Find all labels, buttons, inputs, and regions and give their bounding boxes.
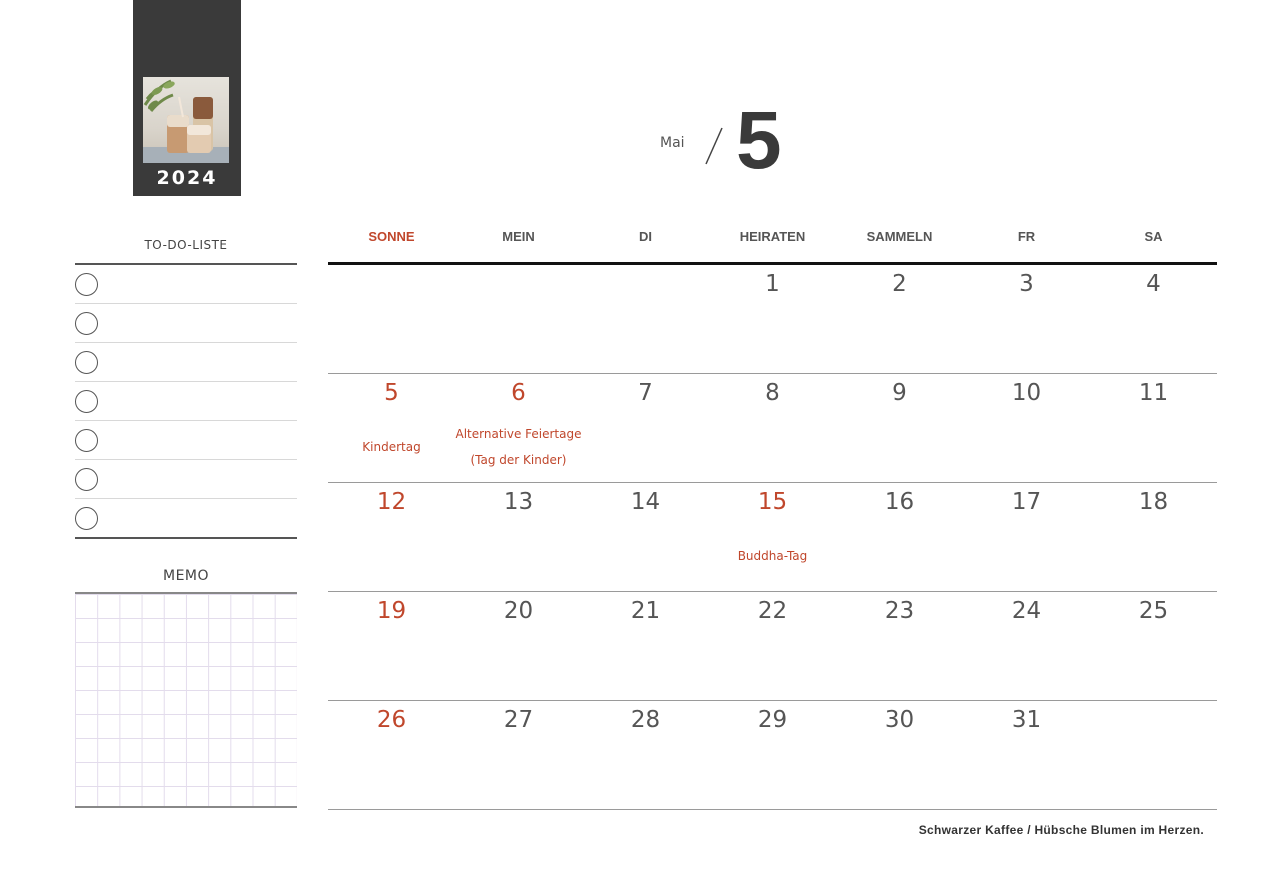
footer-caption: Schwarzer Kaffee / Hübsche Blumen im Herzen. xyxy=(918,823,1204,837)
day-cell[interactable] xyxy=(709,701,836,809)
day-number: 23 xyxy=(884,598,915,624)
empty-day-cell xyxy=(1090,701,1217,809)
day-number: 28 xyxy=(630,707,661,733)
todo-title: TO-DO-LISTE xyxy=(144,238,228,252)
checkbox-circle-icon[interactable] xyxy=(75,468,98,491)
day-number: 16 xyxy=(884,489,915,515)
weekday-header xyxy=(328,220,1217,265)
month-number: 5 xyxy=(736,95,782,186)
day-cell[interactable] xyxy=(836,592,963,700)
day-cell[interactable] xyxy=(1090,592,1217,700)
month-name: Mai xyxy=(660,135,685,151)
day-cell[interactable] xyxy=(836,265,963,373)
weekday-label: MEIN xyxy=(502,229,535,244)
checkbox-circle-icon[interactable] xyxy=(75,507,98,530)
day-cell[interactable] xyxy=(963,701,1090,809)
weekday-label: HEIRATEN xyxy=(739,229,806,244)
day-number: 11 xyxy=(1138,380,1169,406)
checkbox-circle-icon[interactable] xyxy=(75,390,98,413)
todo-list xyxy=(75,263,297,539)
empty-day-cell xyxy=(582,265,709,373)
day-cell[interactable] xyxy=(455,483,582,591)
day-number: 18 xyxy=(1138,489,1169,515)
day-number: 25 xyxy=(1138,598,1169,624)
todo-row[interactable] xyxy=(75,343,297,382)
day-number: 3 xyxy=(1019,271,1034,297)
todo-row[interactable] xyxy=(75,499,297,539)
todo-row[interactable] xyxy=(75,265,297,304)
day-number: 15 xyxy=(757,489,788,515)
day-number: 13 xyxy=(503,489,534,515)
todo-row[interactable] xyxy=(75,460,297,499)
holiday-label: Alternative Feiertage xyxy=(455,427,582,441)
day-cell[interactable] xyxy=(455,701,582,809)
day-number: 8 xyxy=(765,380,780,406)
day-number: 31 xyxy=(1011,707,1042,733)
day-number: 17 xyxy=(1011,489,1042,515)
todo-row[interactable] xyxy=(75,421,297,460)
day-number: 27 xyxy=(503,707,534,733)
day-number: 26 xyxy=(376,707,407,733)
weekday-label: SONNE xyxy=(368,229,415,244)
day-cell[interactable] xyxy=(582,483,709,591)
day-number: 9 xyxy=(892,380,907,406)
empty-day-cell xyxy=(328,265,455,373)
day-number: 7 xyxy=(638,380,653,406)
day-number: 30 xyxy=(884,707,915,733)
day-cell[interactable] xyxy=(836,374,963,482)
day-number: 14 xyxy=(630,489,661,515)
week-row xyxy=(328,374,1217,483)
day-number: 1 xyxy=(765,271,780,297)
calendar-grid xyxy=(328,220,1217,810)
checkbox-circle-icon[interactable] xyxy=(75,312,98,335)
day-cell[interactable] xyxy=(963,483,1090,591)
day-cell[interactable] xyxy=(963,592,1090,700)
day-cell[interactable] xyxy=(455,592,582,700)
day-number: 6 xyxy=(511,380,526,406)
day-cell[interactable] xyxy=(582,701,709,809)
todo-row[interactable] xyxy=(75,304,297,343)
day-cell[interactable] xyxy=(709,374,836,482)
checkbox-circle-icon[interactable] xyxy=(75,273,98,296)
memo-title: MEMO xyxy=(162,568,210,584)
day-number: 10 xyxy=(1011,380,1042,406)
day-number: 19 xyxy=(376,598,407,624)
year-label: 2024 xyxy=(156,167,218,189)
week-row xyxy=(328,265,1217,374)
day-number: 21 xyxy=(630,598,661,624)
calendar-weeks xyxy=(328,265,1217,810)
todo-row[interactable] xyxy=(75,382,297,421)
slash-divider-icon xyxy=(702,124,724,168)
day-cell[interactable] xyxy=(963,265,1090,373)
day-cell[interactable] xyxy=(709,265,836,373)
year-tab xyxy=(133,0,241,196)
day-cell[interactable] xyxy=(455,374,582,482)
day-cell[interactable] xyxy=(582,374,709,482)
coffee-photo xyxy=(143,77,229,163)
day-cell[interactable] xyxy=(709,592,836,700)
day-cell[interactable] xyxy=(836,483,963,591)
day-cell[interactable] xyxy=(328,374,455,482)
coffee-photo-illustration xyxy=(143,77,229,163)
weekday-label: FR xyxy=(1017,229,1036,244)
weekday-label: DI xyxy=(639,229,652,244)
day-number: 12 xyxy=(376,489,407,515)
day-number: 24 xyxy=(1011,598,1042,624)
memo-grid[interactable] xyxy=(75,592,297,808)
empty-day-cell xyxy=(455,265,582,373)
day-cell[interactable] xyxy=(709,483,836,591)
day-number: 2 xyxy=(892,271,907,297)
day-number: 20 xyxy=(503,598,534,624)
day-cell[interactable] xyxy=(328,592,455,700)
week-row xyxy=(328,592,1217,701)
checkbox-circle-icon[interactable] xyxy=(75,429,98,452)
day-cell[interactable] xyxy=(328,483,455,591)
week-row xyxy=(328,701,1217,810)
holiday-label: Buddha-Tag xyxy=(737,549,808,563)
week-row xyxy=(328,483,1217,592)
weekday-label: SAMMELN xyxy=(866,229,933,244)
weekday-label: SA xyxy=(1144,229,1163,244)
day-number: 4 xyxy=(1146,271,1161,297)
checkbox-circle-icon[interactable] xyxy=(75,351,98,374)
holiday-label: (Tag der Kinder) xyxy=(470,453,567,467)
day-cell[interactable] xyxy=(1090,374,1217,482)
day-cell[interactable] xyxy=(328,701,455,809)
day-number: 29 xyxy=(757,707,788,733)
day-cell[interactable] xyxy=(1090,483,1217,591)
holiday-label: Kindertag xyxy=(362,440,421,454)
day-number: 22 xyxy=(757,598,788,624)
day-cell[interactable] xyxy=(963,374,1090,482)
day-cell[interactable] xyxy=(582,592,709,700)
day-number: 5 xyxy=(384,380,399,406)
day-cell[interactable] xyxy=(836,701,963,809)
day-cell[interactable] xyxy=(1090,265,1217,373)
